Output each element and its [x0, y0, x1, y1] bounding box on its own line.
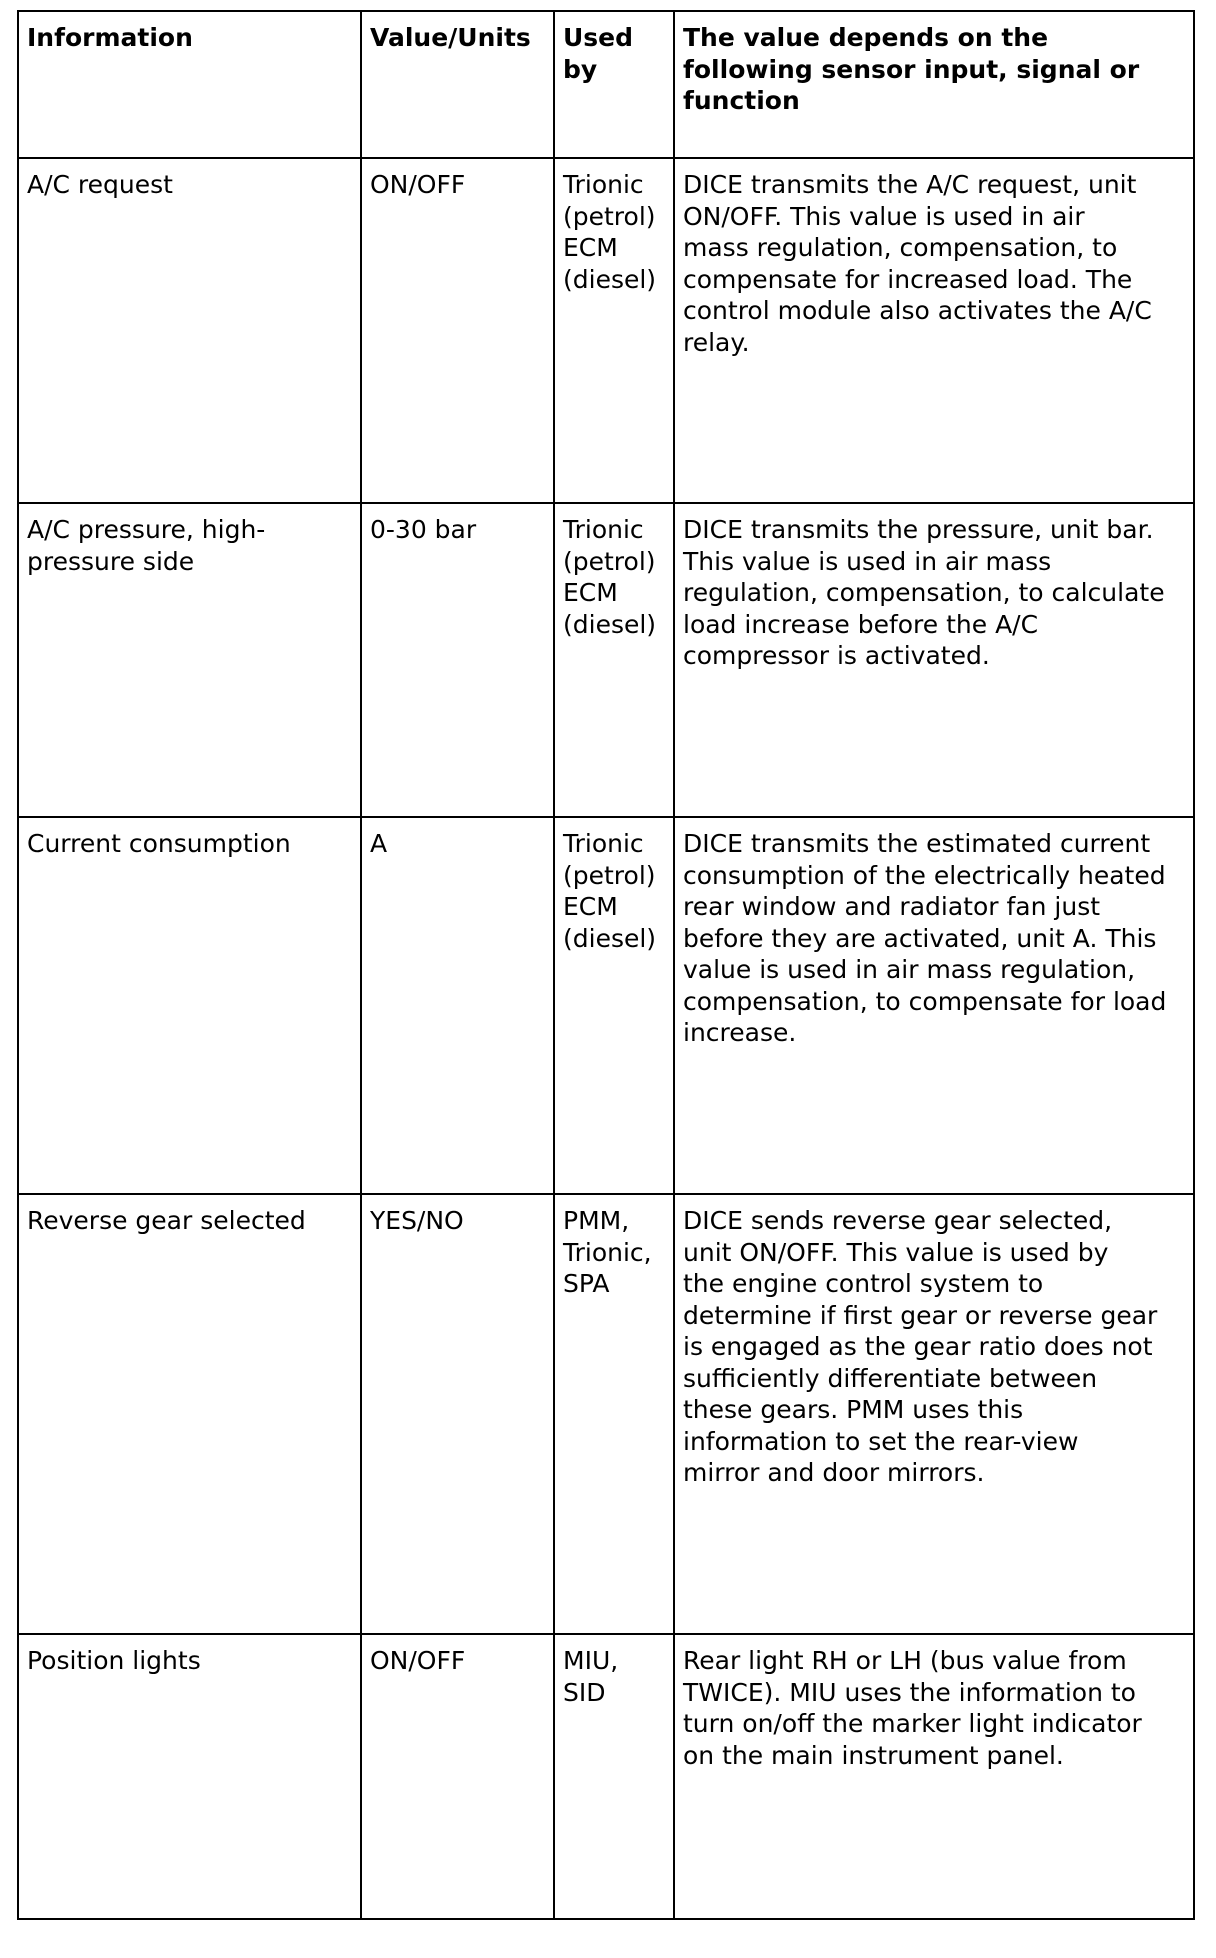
cell-used-by: Trionic (petrol) ECM (diesel) — [554, 158, 674, 503]
sensor-info-table — [17, 10, 1195, 1920]
cell-description: DICE transmits the A/C request, unit ON/OFF. This value is used in air mass regulation, compensation, to compensate for increased load. The control module also activates the A/C relay. — [674, 158, 1194, 503]
cell-information: Reverse gear selected — [18, 1194, 361, 1634]
cell-value-units: 0-30 bar — [361, 503, 554, 817]
table-row — [18, 503, 1194, 817]
cell-description: DICE transmits the estimated current consumption of the electrically heated rear window and radiator fan just before they are activated, unit A. This value is used in air mass regulation, compensation, to compensate for load increase. — [674, 817, 1194, 1194]
cell-information: A/C request — [18, 158, 361, 503]
header-description: The value depends on the following sensor input, signal or function — [674, 11, 1194, 158]
cell-value-units: ON/OFF — [361, 158, 554, 503]
cell-value-units: ON/OFF — [361, 1634, 554, 1919]
cell-used-by: Trionic (petrol) ECM (diesel) — [554, 503, 674, 817]
table-row — [18, 1194, 1194, 1634]
cell-information: Position lights — [18, 1634, 361, 1919]
cell-used-by: MIU, SID — [554, 1634, 674, 1919]
cell-information: Current consumption — [18, 817, 361, 1194]
cell-information: A/C pressure, high- pressure side — [18, 503, 361, 817]
table-row — [18, 1634, 1194, 1919]
table-row — [18, 817, 1194, 1194]
table-header-row — [18, 11, 1194, 158]
header-used-by: Used by — [554, 11, 674, 158]
cell-value-units: A — [361, 817, 554, 1194]
cell-description: DICE transmits the pressure, unit bar. This value is used in air mass regulation, compensation, to calculate load increase before the A/C compressor is activated. — [674, 503, 1194, 817]
table-row — [18, 158, 1194, 503]
cell-value-units: YES/NO — [361, 1194, 554, 1634]
header-value-units: Value/Units — [361, 11, 554, 158]
cell-description: DICE sends reverse gear selected, unit ON/OFF. This value is used by the engine control system to determine if first gear or reverse gear is engaged as the gear ratio does not sufficiently differentiate between these gears. PMM uses this information to set the rear-view mirror and door mirrors. — [674, 1194, 1194, 1634]
cell-description: Rear light RH or LH (bus value from TWICE). MIU uses the information to turn on/off the marker light indicator on the main instrument panel. — [674, 1634, 1194, 1919]
cell-used-by: Trionic (petrol) ECM (diesel) — [554, 817, 674, 1194]
header-information: Information — [18, 11, 361, 158]
cell-used-by: PMM, Trionic, SPA — [554, 1194, 674, 1634]
